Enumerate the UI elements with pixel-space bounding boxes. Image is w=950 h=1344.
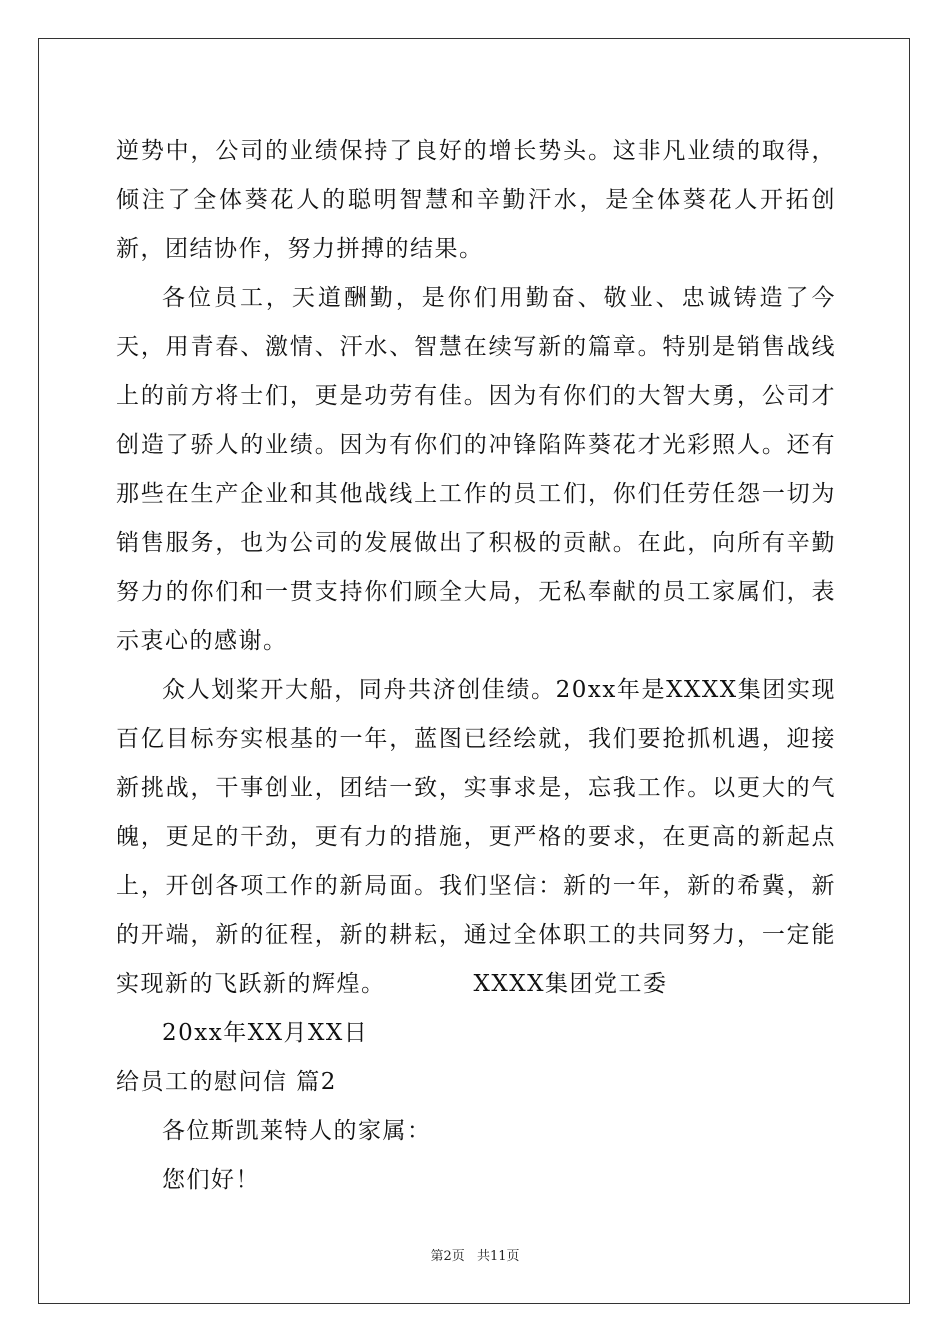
paragraph-3 bbox=[116, 666, 836, 1009]
page-total: 共11页 bbox=[476, 1249, 520, 1264]
letter-date: 20xx年XX月XX日 bbox=[162, 1020, 369, 1046]
document-body bbox=[116, 127, 836, 1205]
signature: XXXX集团党工委 bbox=[473, 971, 668, 997]
page-footer bbox=[0, 1245, 950, 1264]
paragraph-3-text: 众人划桨开大船，同舟共济创佳绩。20xx年是XXXX集团实现百亿目标夯实根基的一年，蓝图已经绘就，我们要抢抓机遇，迎接新挑战，干事创业，团结一致，实事求是，忘我工作。以更大的气魄，更足的干劲，更有力的措施，更严格的要求，在更高的新起点上，开创各项工作的新局面。我们坚信：新的一年，新的希冀，新的开端，新的征程，新的耕耘，通过全体职工的共同努力，一定能实现新的飞跃新的辉煌。 bbox=[116, 677, 836, 997]
salutation: 各位斯凯莱特人的家属： bbox=[162, 1118, 432, 1144]
greeting: 您们好！ bbox=[162, 1167, 260, 1193]
page-number: 第2页 bbox=[430, 1249, 465, 1264]
section-title: 给员工的慰问信 篇2 bbox=[116, 1069, 337, 1095]
paragraph-2: 各位员工，天道酬勤，是你们用勤奋、敬业、忠诚铸造了今天，用青春、激情、汗水、智慧在续写新的篇章。特别是销售战线上的前方将士们，更是功劳有佳。因为有你们的大智大勇，公司才创造了骄人的业绩。因为有你们的冲锋陷阵葵花才光彩照人。还有那些在生产企业和其他战线上工作的员工们，你们任劳任怨一切为销售服务，也为公司的发展做出了积极的贡献。在此，向所有辛勤努力的你们和一贯支持你们顾全大局，无私奉献的员工家属们，表示衷心的感谢。 bbox=[116, 285, 836, 654]
paragraph-1: 逆势中，公司的业绩保持了良好的增长势头。这非凡业绩的取得，倾注了全体葵花人的聪明智慧和辛勤汗水，是全体葵花人开拓创新，团结协作，努力拼搏的结果。 bbox=[116, 138, 836, 262]
